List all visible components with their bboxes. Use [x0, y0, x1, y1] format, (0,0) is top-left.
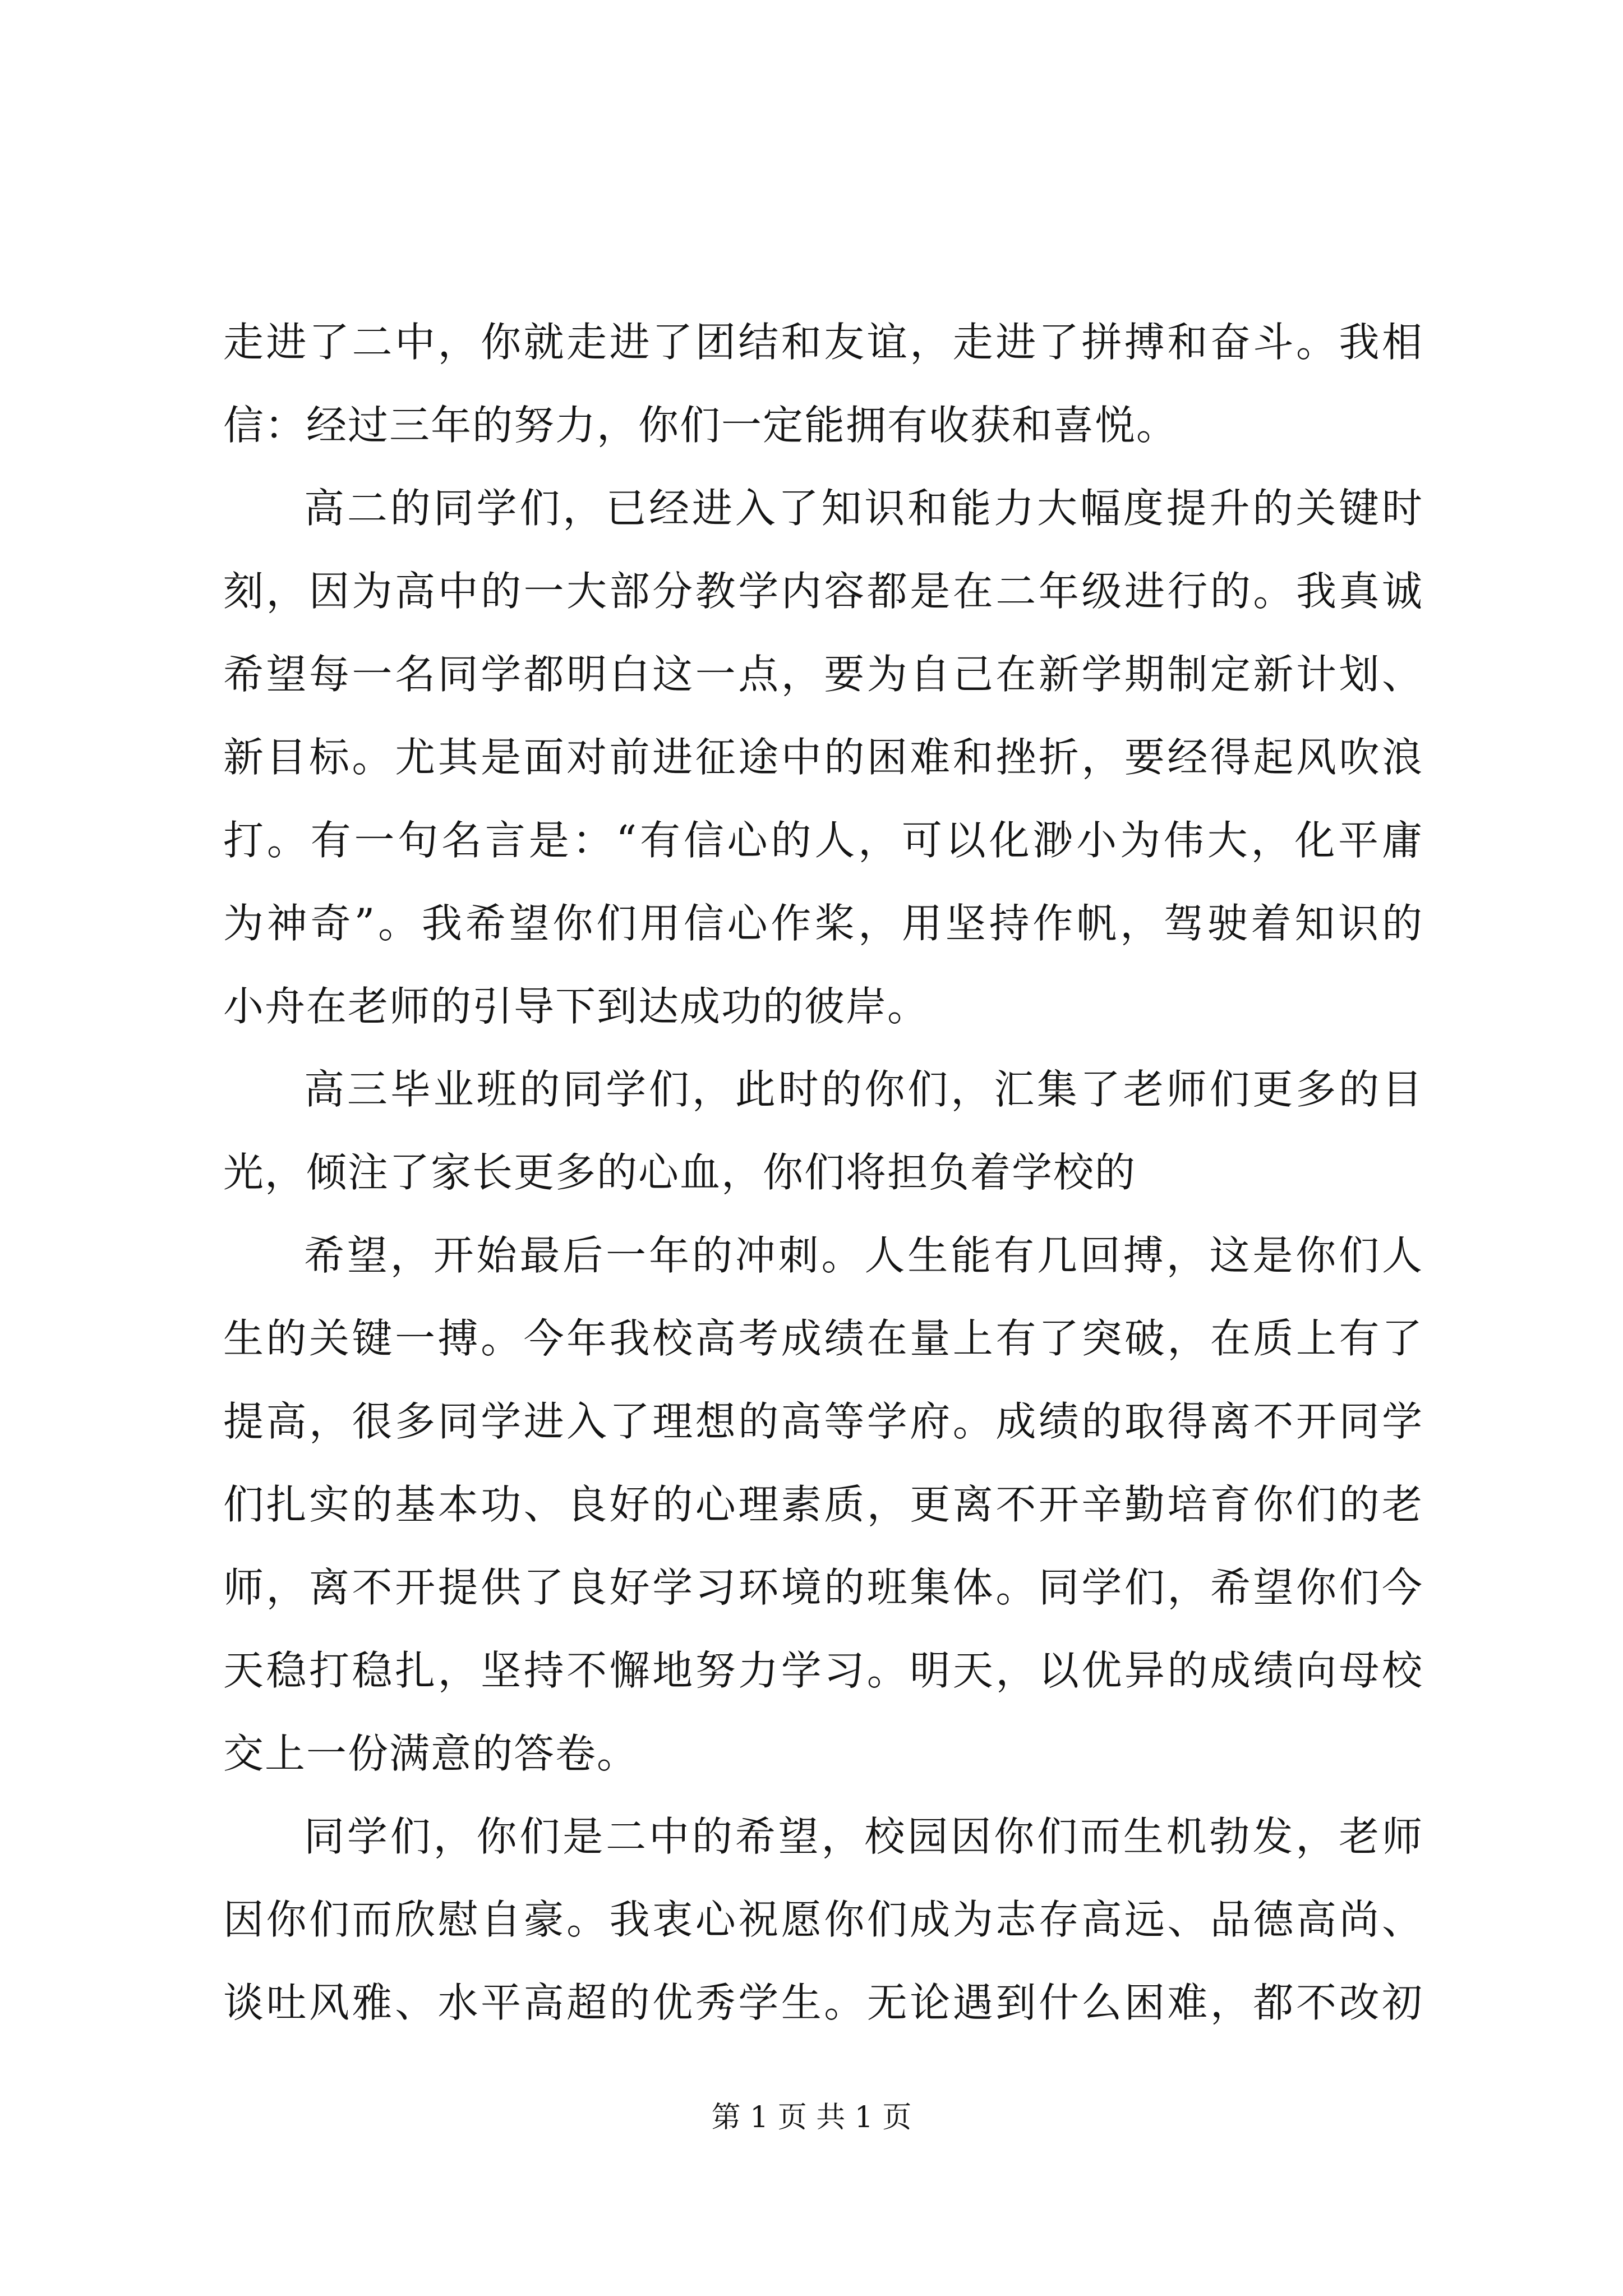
text-line: 打。有一句名言是：“有信心的人，可以化渺小为伟大，化平庸: [223, 817, 1423, 864]
text-line: 小舟在老师的引导下到达成功的彼岸。: [223, 983, 929, 1030]
text-line: 为神奇”。我希望你们用信心作桨，用坚持作帆，驾驶着知识的: [223, 900, 1423, 947]
text-line: 生的关键一搏。今年我校高考成绩在量上有了突破，在质上有了: [223, 1315, 1423, 1362]
text-line: 提高，很多同学进入了理想的高等学府。成绩的取得离不开同学: [223, 1398, 1423, 1445]
text-line: 刻，因为高中的一大部分教学内容都是在二年级进行的。我真诚: [223, 568, 1423, 615]
page-footer: 第 1 页 共 1 页: [711, 2101, 912, 2134]
text-line: 因你们而欣慰自豪。我衷心祝愿你们成为志存高远、品德高尚、: [223, 1896, 1423, 1943]
text-line: 师，离不开提供了良好学习环境的班集体。同学们，希望你们今: [223, 1564, 1423, 1611]
text-line: 走进了二中，你就走进了团结和友谊，走进了拼搏和奋斗。我相: [223, 319, 1423, 366]
text-line: 天稳打稳扎，坚持不懈地努力学习。明天，以优异的成绩向母校: [223, 1647, 1423, 1694]
text-line: 希望，开始最后一年的冲刺。人生能有几回搏，这是你们人: [304, 1232, 1423, 1279]
text-line: 高二的同学们，已经进入了知识和能力大幅度提升的关键时: [304, 485, 1423, 532]
text-line: 光，倾注了家长更多的心血，你们将担负着学校的: [223, 1149, 1137, 1196]
text-line: 们扎实的基本功、良好的心理素质，更离不开辛勤培育你们的老: [223, 1481, 1423, 1528]
text-line: 同学们，你们是二中的希望，校园因你们而生机勃发，老师: [304, 1813, 1423, 1860]
text-line: 信：经过三年的努力，你们一定能拥有收获和喜悦。: [223, 402, 1178, 449]
text-line: 希望每一名同学都明白这一点，要为自己在新学期制定新计划、: [223, 651, 1423, 698]
text-line: 新目标。尤其是面对前进征途中的困难和挫折，要经得起风吹浪: [223, 734, 1423, 781]
text-line: 交上一份满意的答卷。: [223, 1730, 639, 1777]
text-line: 高三毕业班的同学们，此时的你们，汇集了老师们更多的目: [304, 1066, 1423, 1113]
text-line: 谈吐风雅、水平高超的优秀学生。无论遇到什么困难，都不改初: [223, 1979, 1423, 2026]
